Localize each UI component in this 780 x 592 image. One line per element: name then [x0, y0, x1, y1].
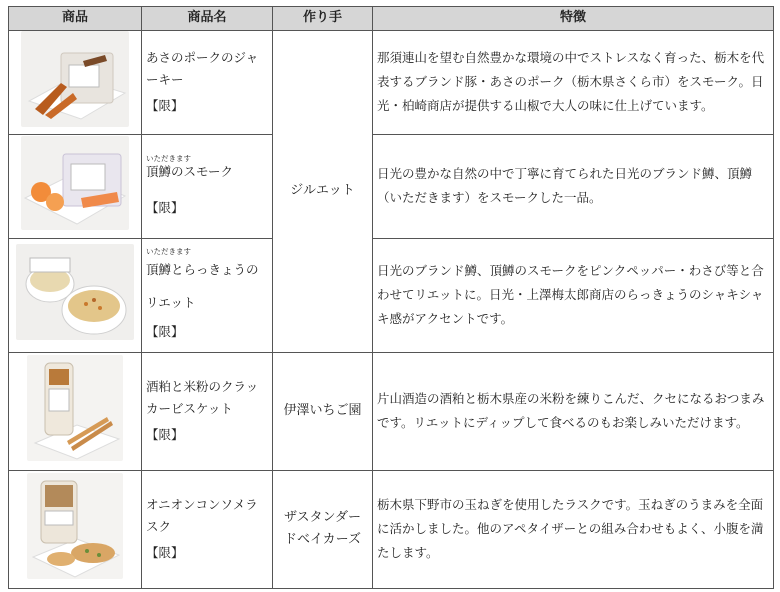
product-photo-cell: [9, 238, 142, 352]
product-name: あさのポークのジャーキー: [146, 50, 259, 88]
product-name: 酒粕と米粉のクラッカービスケット: [146, 379, 259, 417]
header-product-name: 商品名: [142, 7, 273, 31]
product-photo-cracker: [27, 355, 123, 461]
product-name-ruby: いただきます: [146, 247, 191, 257]
limited-badge: 【限】: [146, 545, 184, 561]
product-table: [8, 6, 774, 589]
table-row: [9, 30, 774, 134]
product-photo-rillette: [16, 244, 134, 340]
header-product: 商品: [9, 7, 142, 31]
product-name-cell: [142, 134, 273, 238]
product-photo-trout-smoke: [21, 136, 129, 230]
product-name-cell: [142, 470, 273, 588]
limited-badge: 【限】: [146, 427, 184, 443]
limited-badge: 【限】: [146, 98, 184, 114]
product-name-ruby: いただきます: [146, 153, 191, 163]
header-feature: 特徴: [373, 7, 774, 31]
product-name: 頂鱒とらっきょうのリエット: [146, 262, 259, 310]
feature-cell: 片山酒造の酒粕と栃木県産の米粉を練りこんだ、クセになるおつまみです。リエットにディップして食べるのもお楽しみいただけます。: [373, 352, 774, 470]
maker-cell: ザスタンダードベイカーズ: [273, 470, 373, 588]
product-photo-rusk: [27, 473, 123, 579]
maker-cell: ジルエット: [273, 30, 373, 352]
feature-cell: 日光の豊かな自然の中で丁寧に育てられた日光のブランド鱒、頂鱒（いただきます）をスモークした一品。: [373, 134, 774, 238]
product-name-cell: [142, 352, 273, 470]
header-row: [9, 7, 774, 31]
table-row: [9, 134, 774, 238]
table-row: [9, 238, 774, 352]
feature-cell: 日光のブランド鱒、頂鱒のスモークをピンクペッパー・わさび等と合わせてリエットに。日光・上澤梅太郎商店のらっきょうのシャキシャキ感がアクセントです。: [373, 238, 774, 352]
table-row: [9, 352, 774, 470]
product-photo-cell: [9, 30, 142, 134]
feature-cell: 那須連山を望む自然豊かな環境の中でストレスなく育った、栃木を代表するブランド豚・あさのポーク（栃木県さくら市）をスモーク。日光・柏崎商店が提供する山椒で大人の味に仕上げています。: [373, 30, 774, 134]
feature-cell: 栃木県下野市の玉ねぎを使用したラスクです。玉ねぎのうまみを全面に活かしました。他のアペタイザーとの組み合わせもよく、小腹を満たします。: [373, 470, 774, 588]
product-name-cell: [142, 30, 273, 134]
product-photo-cell: [9, 470, 142, 588]
product-name: 頂鱒のスモーク: [146, 163, 234, 179]
maker-cell: 伊澤いちご園: [273, 352, 373, 470]
product-photo-cell: [9, 134, 142, 238]
table-row: [9, 470, 774, 588]
header-maker: 作り手: [273, 7, 373, 31]
product-name: オニオンコンソメラスク: [146, 497, 258, 535]
product-name-cell: [142, 238, 273, 352]
product-photo-cell: [9, 352, 142, 470]
limited-badge: 【限】: [146, 199, 184, 215]
product-photo-jerky: [21, 31, 129, 127]
limited-badge: 【限】: [146, 324, 184, 340]
